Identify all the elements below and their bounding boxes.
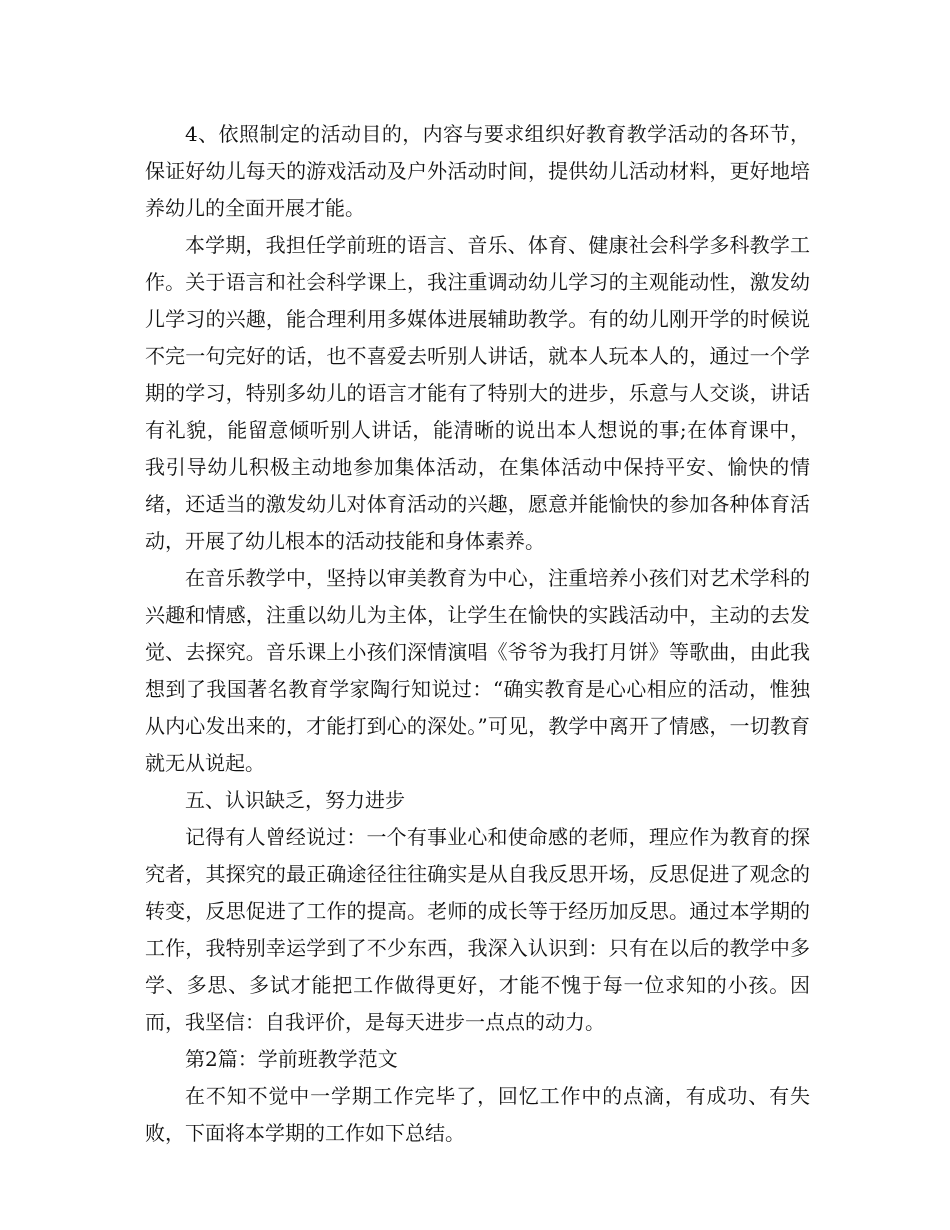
section-heading-five: 五、认识缺乏，努力进步 (185, 788, 405, 812)
article-heading-2: 第2篇：学前班教学范文 (185, 1047, 398, 1071)
paragraph-reflection: 记得有人曾经说过：一个有事业心和使命感的老师，理应作为教育的探究者，其探究的最正确途径往往确实是从自我反思开场，反思促进了观念的转变，反思促进了工作的提高。老师的成长等于经历加反思。通过本学期的工作，我特别幸运学到了不少东西，我深入认识到：只有在以后的教学中多学、多思、多试才能把工作做得更好，才能不愧于每一位求知的小孩。因而，我坚信：自我评价，是每天进步一点点的动力。 (145, 825, 810, 1034)
paragraph-teaching-subjects: 本学期，我担任学前班的语言、音乐、体育、健康社会科学多科教学工作。关于语言和社会科学课上，我注重调动幼儿学习的主观能动性，激发幼儿学习的兴趣，能合理利用多媒体进展辅助教学。有的幼儿刚开学的时候说不完一句完好的话，也不喜爱去听别人讲话，就本人玩本人的，通过一个学期的学习，特别多幼儿的语言才能有了特别大的进步，乐意与人交谈，讲话有礼貌，能留意倾听别人讲话，能清晰的说出本人想说的事;在体育课中，我引导幼儿积极主动地参加集体活动，在集体活动中保持平安、愉快的情绪，还适当的激发幼儿对体育活动的兴趣，愿意并能愉快的参加各种体育活动，开展了幼儿根本的活动技能和身体素养。 (145, 233, 810, 553)
paragraph-summary-intro: 在不知不觉中一学期工作完毕了，回忆工作中的点滴，有成功、有失败，下面将本学期的工作如下总结。 (145, 1084, 810, 1145)
paragraph-item-4: 4、依照制定的活动目的，内容与要求组织好教育教学活动的各环节，保证好幼儿每天的游戏活动及户外活动时间，提供幼儿活动材料，更好地培养幼儿的全面开展才能。 (145, 122, 810, 220)
document-body (145, 116, 810, 1152)
paragraph-music-teaching: 在音乐教学中，坚持以审美教育为中心，注重培养小孩们对艺术学科的兴趣和情感，注重以幼儿为主体，让学生在愉快的实践活动中，主动的去发觉、去探究。音乐课上小孩们深情演唱《爷爷为我打月饼》等歌曲，由此我想到了我国著名教育学家陶行知说过：“确实教育是心心相应的活动，惟独从内心发出来的，才能打到心的深处。”可见，教学中离开了情感，一切教育就无从说起。 (145, 566, 810, 775)
